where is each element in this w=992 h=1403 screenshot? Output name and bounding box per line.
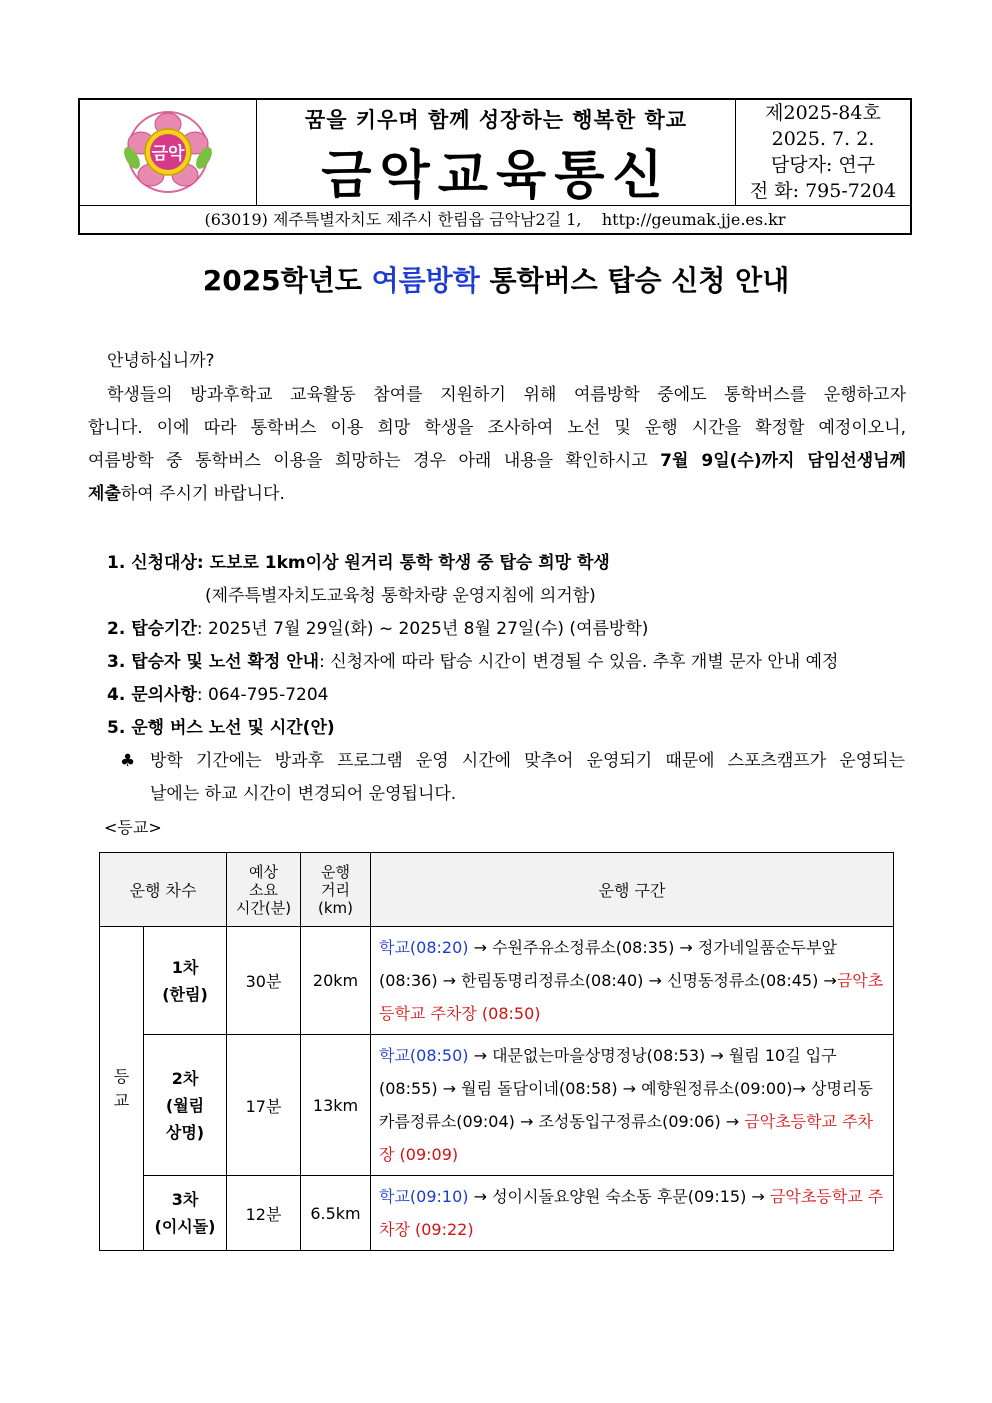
round-2: (이시돌) [154, 1217, 216, 1236]
deadline-text: 7월 9일(수)까지 담임선생님께 [660, 451, 906, 471]
intro-line-3-text: 여름방학 중 통학버스 이용을 희망하는 경우 아래 내용을 확인하시고 [88, 451, 661, 471]
route-start: 학교(08:50) [379, 1046, 469, 1065]
header-dist-2: 거리 [321, 880, 350, 899]
header-time-2: 소요 [249, 880, 278, 899]
distance-cell: 6.5km [301, 1176, 371, 1251]
group-cell [100, 927, 144, 1251]
header-info-cell [736, 100, 910, 205]
round-cell [144, 1035, 227, 1176]
route-start: 학교(08:20) [379, 938, 469, 957]
time-cell: 12분 [227, 1176, 301, 1251]
route-cell [371, 1176, 894, 1251]
distance-cell: 20km [301, 927, 371, 1035]
header-round: 운행 차수 [100, 853, 227, 927]
round-2: (월림 [165, 1095, 205, 1115]
route-table [99, 852, 894, 1251]
route-end: 금악초등학교 주차장 (09:09) [379, 1112, 874, 1164]
address-row [80, 206, 910, 233]
round-1: 3차 [171, 1190, 199, 1209]
section-label: <등교> [104, 818, 162, 837]
time-cell: 30분 [227, 927, 301, 1035]
header-dist-1: 운행 [321, 862, 350, 881]
route-middle: → 성이시돌요양원 숙소동 후문(09:15) → [468, 1187, 770, 1206]
route-end: 금악초등학교 주차장 (09:22) [379, 1187, 884, 1239]
route-middle: → 수원주유소정류소(08:35) → 정가네일품순두부앞(08:36) → 한림동명리정류소(08:40) → 신명동정류소(08:45) → [379, 938, 838, 990]
round-1: 2차 [171, 1068, 199, 1088]
header-time-3: 시간(분) [235, 898, 292, 917]
route-middle: → 대문없는마을상명정낭(08:53) → 월림 10길 입구(08:55) → 월림 돌담이네(08:58) → 예향원정류소(09:00)→ 상명리동카름정류소(09:04) → 조성동입구정류소(09:06) → [379, 1046, 873, 1131]
logo-text: 금악 [151, 144, 185, 164]
school-slogan: 꿈을 키우며 함께 성장하는 행복한 학교 [304, 107, 688, 132]
intro-line-3 [88, 445, 906, 478]
submit-text: 제출 [88, 484, 121, 504]
intro-line-2: 합니다. 이에 따라 통학버스 이용 희망 학생을 조사하여 노선 및 운행 시간을 확정할 예정이오니, [88, 418, 906, 438]
school-url[interactable]: http://geumak.jje.es.kr [601, 210, 786, 229]
issue-number: 제2025-84호 [765, 102, 881, 124]
route-cell [371, 1035, 894, 1176]
item-2 [107, 613, 907, 646]
newsletter-header [78, 98, 912, 235]
manager-info: 담당자: 연구 [770, 154, 876, 176]
item-5: 5. 운행 버스 노선 및 시간(안) [107, 718, 335, 738]
table-header-row [100, 853, 894, 927]
item-3 [107, 646, 907, 679]
item-4-text: : 064-795-7204 [196, 685, 329, 705]
round-3: 상명) [165, 1122, 205, 1142]
distance-cell: 13km [301, 1035, 371, 1176]
item-4-label: 4. 문의사항 [107, 685, 197, 705]
time-cell: 17분 [227, 1035, 301, 1176]
header-top-row [80, 100, 910, 206]
item-3-label: 3. 탑승자 및 노선 확정 안내 [107, 652, 320, 672]
school-emblem-icon [80, 100, 256, 205]
club-icon: ♣ [120, 751, 136, 771]
header-time [227, 853, 301, 927]
document-title [0, 259, 992, 299]
item-2-label: 2. 탑승기간 [107, 619, 197, 639]
newsletter-title: 금악교육통신 [321, 146, 671, 206]
school-address: (63019) 제주특별자치도 제주시 한림읍 금악남2길 1, [204, 210, 582, 229]
round-1: 1차 [171, 957, 199, 977]
note-line-1: 방학 기간에는 방과후 프로그램 운영 시간에 맞추어 운영되기 때문에 스포츠캠프가 운영되는 [150, 751, 905, 771]
item-4 [107, 679, 907, 712]
title-part-1: 2025학년도 [202, 264, 372, 297]
item-1: 1. 신청대상: 도보로 1km이상 원거리 통학 학생 중 탑승 희망 학생 [107, 553, 610, 573]
group-2: 교 [113, 1090, 130, 1110]
intro-line-1: 학생들의 방과후학교 교육활동 참여를 지원하기 위해 여름방학 중에도 통학버스를 운행하고자 [107, 385, 906, 405]
school-logo-cell [80, 100, 257, 205]
item-3-text: : 신청자에 따라 탑승 시간이 변경될 수 있음. 추후 개별 문자 안내 예정 [319, 652, 839, 672]
header-time-1: 예상 [249, 862, 278, 881]
greeting: 안녕하십니까? [107, 351, 215, 371]
group-1: 등 [113, 1066, 130, 1086]
issue-date: 2025. 7. 2. [771, 128, 875, 150]
title-highlight: 여름방학 [371, 264, 480, 297]
table-row [100, 1176, 894, 1251]
round-cell [144, 1176, 227, 1251]
item-2-text: : 2025년 7월 29일(화) ~ 2025년 8월 27일(수) (여름방학) [196, 619, 649, 639]
round-cell [144, 927, 227, 1035]
table-row [100, 1035, 894, 1176]
item-1-note: (제주특별자치도교육청 통학차량 운영지침에 의거함) [205, 586, 596, 606]
route-start: 학교(09:10) [379, 1187, 469, 1206]
table-row [100, 927, 894, 1035]
title-part-2: 통학버스 탑승 신청 안내 [479, 264, 790, 297]
route-end: 금악초등학교 주차장 (08:50) [379, 971, 884, 1023]
round-2: (한림) [162, 984, 208, 1004]
intro-line-4-text: 하여 주시기 바랍니다. [120, 484, 285, 504]
header-title-cell [257, 100, 736, 205]
note-line-2: 날에는 하교 시간이 변경되어 운영됩니다. [150, 784, 457, 804]
header-distance [301, 853, 371, 927]
route-cell [371, 927, 894, 1035]
phone-info: 전 화: 795-7204 [749, 180, 897, 202]
intro-line-4 [88, 478, 906, 511]
header-dist-3: (km) [317, 898, 353, 917]
header-section: 운행 구간 [371, 853, 894, 927]
